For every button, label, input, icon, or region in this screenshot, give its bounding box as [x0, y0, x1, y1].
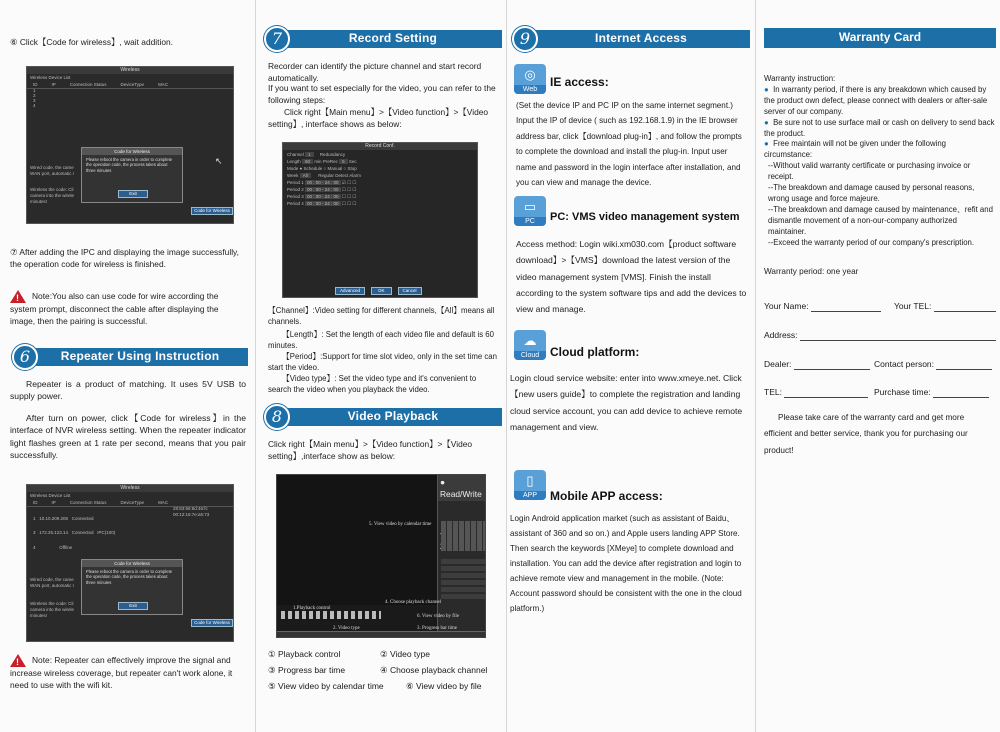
note-repeater-text: Note: Repeater can effectively improve the signal and increase wireless coverage, but repeater can't work alone, it need to use with the wifi kit.: [10, 655, 233, 691]
record-window-title: Record Conf.: [283, 143, 477, 150]
fold-line: [755, 0, 756, 732]
section6-heading: [12, 346, 248, 368]
code-dialog: [81, 559, 183, 615]
section9-title: Internet Access: [532, 30, 750, 48]
step6-intro: ⑥ Click【Code for wireless】, wait addition.: [10, 37, 173, 47]
table-row[interactable]: 3 172.25.123.14 Connected IPC(100): [33, 530, 116, 536]
code-dialog: [81, 147, 183, 203]
bullet-icon: ●: [764, 117, 769, 127]
purchase-time-line[interactable]: [933, 389, 989, 398]
col-type: DeviceType: [120, 499, 145, 505]
warranty-closing: Please take care of the warranty card and get more efficient and better service, thank you for purchasing our product!: [764, 413, 968, 455]
col-ip: IP: [51, 499, 56, 505]
mobile-app-title: Mobile APP access:: [550, 489, 663, 503]
col-id: ID: [33, 81, 38, 87]
warning-icon: [10, 654, 26, 667]
min-label: min: [314, 158, 322, 164]
bullet-icon: ●: [764, 139, 769, 149]
legend-video-type: ② Video type: [380, 649, 430, 659]
dialog-text: Please reboot the camera in order to complete the operation code, the process takes about three minutes: [86, 569, 173, 585]
warranty-card-title: Warranty Card: [764, 28, 996, 48]
repeater-para-2: After turn on power, click【Code for wireless】in the interface of NVR wireless setting. When the repeater indicator light flashes green at 1 rate per second, means that you pair successfully.: [10, 413, 246, 461]
record-para-1: Recorder can identify the picture channel and start record automatically.: [268, 61, 482, 84]
note-wire-text: Note:You also can use code for wire according the system prompt, disconnect the cable after displaying the image, then the pairing is successful.: [10, 291, 219, 327]
period-label: Period 1: [287, 179, 304, 185]
col-mac: MAC: [158, 499, 169, 505]
col-mac: MAC: [158, 81, 169, 87]
exit-button[interactable]: Exit: [118, 602, 148, 610]
your-tel-field[interactable]: [894, 300, 996, 312]
label-playback-control: 1.Playback control: [293, 606, 331, 611]
table-row[interactable]: 2: [33, 92, 36, 98]
playback-screenshot: [276, 474, 486, 638]
address-line[interactable]: [800, 332, 996, 341]
warranty-period: Warranty period: one year: [764, 267, 859, 276]
sec-label: Sec: [348, 158, 357, 164]
pc-vms-title: PC: VMS video management system: [550, 211, 740, 223]
bullet-icon: ●: [764, 84, 769, 94]
col-id: ID: [33, 499, 38, 505]
tel-line[interactable]: [784, 389, 868, 398]
col-type: DeviceType: [120, 81, 145, 87]
contact-line[interactable]: [936, 361, 992, 370]
period-row[interactable]: Period 3 00 : 00 - 24 : 00 ☐ ☐ ☐: [287, 193, 357, 199]
your-name-line[interactable]: [811, 303, 881, 312]
wired-code-text: Wired code, the came WAN port, automatic r: [30, 577, 75, 588]
your-name-label: Your Name:: [764, 301, 809, 311]
read-write-label: Read/Write: [440, 489, 482, 500]
dealer-line[interactable]: [794, 361, 870, 370]
mobile-app-text: Login Android application market (such as assistant of Baidu、assistant of 360 and so on.) and Apple users landing APP Store. Then search the keywords [XMeye] to complete download and installation. You can add the device after registration and login to achieve remote view and management in the mobile. (Note: Account password should be consistent with the one in the cloud platform.): [510, 514, 742, 613]
playback-para: Click right【Main menu】>【Video function】>【Video setting】,interface show as below:: [268, 439, 473, 462]
record-para-3: Click right【Main menu】>【Video function】>【Video setting】, interface shows as below:: [268, 107, 489, 130]
column-internet-access: [510, 0, 750, 732]
channel-list[interactable]: [441, 559, 485, 599]
device-list-title: Wireless Device List: [30, 493, 71, 498]
table-row[interactable]: 1: [33, 87, 36, 93]
week-select[interactable]: All: [300, 173, 311, 178]
record-desc-type: 【Video type】: Set the video type and it's convenient to search the video when you playback the video.: [268, 374, 477, 394]
mac-value: 00:12:16:7e:a5:73: [173, 511, 210, 517]
cancel-button[interactable]: Cancel: [398, 287, 422, 295]
legend-view-by-file: ⑥ View video by file: [406, 681, 482, 691]
period-time[interactable]: 00 : 00 - 24 : 00: [307, 193, 339, 199]
section9-heading: [512, 28, 750, 50]
calendar-grid[interactable]: [441, 521, 485, 551]
column-warranty-card: [760, 0, 998, 732]
device-list-title: Wireless Device List: [30, 75, 71, 80]
web-icon: [514, 64, 546, 94]
playback-controls[interactable]: [281, 611, 381, 619]
wireless-window-title: Wireless: [27, 485, 233, 492]
wireless-screenshot-1: [26, 66, 234, 224]
wireless-window-title: Wireless: [27, 67, 233, 74]
pc-vms-text: Access method: Login wiki.xm030.com【product software download】>【VMS】download the latest version of the video management system [VMS]. Finish the install according to the system software tips and add the devices to view and manage.: [516, 239, 747, 315]
prerecord-input[interactable]: 5: [339, 159, 348, 164]
code-for-wireless-button[interactable]: Code for Wireless: [191, 619, 233, 627]
legend-calendar-time: ⑤ View video by calendar time: [268, 681, 384, 691]
channel-select[interactable]: 1: [305, 152, 314, 157]
section-number-badge: 9: [512, 26, 538, 52]
record-desc-length: 【Length】: Set the length of each video file and default is 60 minutes.: [268, 330, 494, 350]
section8-title: Video Playback: [284, 408, 502, 426]
app-icon-label: APP: [514, 491, 546, 500]
purchase-time-label: Purchase time:: [874, 387, 931, 397]
period-time[interactable]: 00 : 00 - 24 : 00: [307, 186, 339, 192]
table-row[interactable]: 1 10.10.209.206 Connected: [33, 515, 94, 521]
length-input[interactable]: 60: [302, 159, 313, 164]
record-buttons: [335, 287, 422, 295]
read-write-select[interactable]: ● Read/Write: [438, 475, 486, 501]
address-field[interactable]: [764, 329, 996, 341]
tel-field[interactable]: [764, 386, 868, 398]
progress-bar[interactable]: [277, 631, 486, 638]
instruction-heading: Warranty instruction:: [764, 74, 836, 83]
record-form: Channel 1 Redundancy Length 60 min PreRec 5 Sec Mode ● Schedule ○ Manual ○ Stop Week All Regular Detect Alarm Period 1 00 : 00 - 24 : 00 ☑ ☐ ☐ Period 2 00 : 00 - 24 : 00 ☐ ☐ ☐ Period 3 00 : 00 - 24 : 00 ☐ ☐ ☐ Period 4 00 : 00 - 24 : 00 ☐ ☐ ☐: [283, 150, 477, 210]
label-progress-bar: 3. Progress bar time: [417, 626, 457, 631]
warranty-instructions: [764, 74, 996, 249]
dealer-label: Dealer:: [764, 359, 792, 369]
label-video-type: 2. Video type: [333, 626, 360, 631]
prerecord-label: PreRec: [322, 158, 338, 164]
dialog-title: Code for Wireless: [82, 560, 182, 567]
fold-line: [506, 0, 507, 732]
contact-label: Contact person:: [874, 359, 935, 369]
your-tel-label: Your TEL:: [894, 301, 932, 311]
fold-line: [255, 0, 256, 732]
section-number-badge: 8: [264, 404, 290, 430]
period-row[interactable]: Period 2 00 : 00 - 24 : 00 ☐ ☐ ☐: [287, 186, 357, 192]
label-calendar: 5. View video by calendar time: [369, 522, 432, 527]
advanced-button[interactable]: Advanced: [335, 287, 365, 295]
dialog-text: Please reboot the camera in order to complete the operation code, the process takes about three minutes: [86, 157, 173, 173]
section7-title: Record Setting: [284, 30, 502, 48]
period-time[interactable]: 00 : 00 - 24 : 00: [307, 200, 339, 206]
note-wire: [10, 290, 246, 328]
wireless-code-text: Wireless the code: Cli camera into the wirele minutes!: [30, 601, 75, 618]
app-icon: [514, 470, 546, 500]
channel-label: Channel: [287, 152, 304, 157]
record-desc-period: 【Period】:Support for time slot video, only in the set time can start the video.: [268, 352, 497, 372]
pc-icon: [514, 196, 546, 226]
wired-code-text: Wired code, the came WAN port, automatic r: [30, 165, 75, 176]
monitor-icon: ▭: [523, 199, 537, 214]
column-wireless-repeater: [8, 0, 248, 732]
exclusion-item: --Without valid warranty certificate or purchasing invoice or receipt.: [768, 161, 971, 182]
column-record-playback: [262, 0, 504, 732]
table-row[interactable]: 4 Offline: [33, 545, 73, 551]
detect-label: Detect: [335, 172, 349, 178]
exclusion-item: --The breakdown and damage caused by maintenance、refit and dismantle movement of a non-our-company authorized maintainer.: [768, 204, 993, 236]
label-view-by-file: 6. View video by file: [417, 614, 459, 619]
section7-heading: [264, 28, 502, 50]
instruction-item: Be sure not to use surface mail or cash on delivery to send back the product.: [764, 117, 995, 138]
ok-button[interactable]: OK: [371, 287, 392, 295]
legend-progress-bar: ③ Progress bar time: [268, 665, 346, 675]
mac-value: 28:83:66:8d:46:fc: [173, 505, 208, 511]
ie-access-title: IE access:: [550, 75, 609, 89]
mode-stop-radio[interactable]: Stop: [347, 165, 357, 171]
legend-playback-control: ① Playback control: [268, 649, 341, 659]
length-label: Length: [287, 158, 301, 164]
your-name-field[interactable]: [764, 300, 881, 312]
ie-access-text: (Set the device IP and PC IP on the same internet segment.) Input the IP of device ( such as 192.168.1.9) in the IE browser address bar, click【download plug-in】, and follow the prompts to complete the download and install the plug-in. Input user name and password in the login interface after installation, and you can view and manage the device.: [516, 101, 742, 187]
cloud-platform-title: Cloud platform:: [550, 345, 640, 359]
cloud-glyph-icon: ☁: [523, 333, 537, 348]
contact-field[interactable]: [874, 358, 992, 370]
record-para-2: If you want to set especially for the video, you can refer to the following steps:: [268, 83, 496, 106]
col-status: Connection Status: [69, 81, 107, 87]
address-label: Address:: [764, 330, 798, 340]
redundancy-label: Redundancy: [319, 152, 346, 157]
repeater-para-1: Repeater is a product of matching. It uses 5V USB to supply power.: [10, 379, 246, 402]
mode-manual-radio[interactable]: Manual: [327, 165, 343, 171]
dealer-field[interactable]: [764, 358, 870, 370]
section6-title: Repeater Using Instruction: [32, 348, 248, 366]
period-label: Period 3: [287, 193, 304, 199]
cursor-icon: ↖: [215, 156, 223, 166]
step7-text: ⑦ After adding the IPC and displaying the image successfully, the operation code for wireless is finished.: [10, 247, 239, 270]
mode-label: Mode: [287, 165, 299, 171]
section8-heading: [264, 406, 502, 428]
exit-button[interactable]: Exit: [118, 190, 148, 198]
cloud-icon: [514, 330, 546, 360]
col-ip: IP: [51, 81, 56, 87]
alarm-label: Alarm: [349, 172, 362, 178]
label-channel: 4. Choose playback channel: [385, 600, 442, 605]
wireless-screenshot-2: [26, 484, 234, 642]
legend-choose-channel: ④ Choose playback channel: [380, 665, 488, 675]
globe-icon: ◎: [524, 67, 536, 82]
device-list-header: [27, 82, 233, 89]
instruction-item: In warranty period, if there is any breakdown which caused by the product own defect, please connect with dealers or after-sale server of our company.: [764, 84, 988, 116]
note-repeater: [10, 654, 246, 692]
period-row[interactable]: Period 4 00 : 00 - 24 : 00 ☐ ☐ ☐: [287, 200, 357, 206]
your-tel-line[interactable]: [934, 303, 996, 312]
week-label: Week: [287, 172, 299, 178]
period-label: Period 4: [287, 200, 304, 206]
exclusion-item: --Exceed the warranty period of our company's prescription.: [768, 237, 975, 247]
warning-icon: [10, 290, 26, 303]
phone-icon: ▯: [526, 473, 534, 488]
mode-schedule-radio[interactable]: Schedule: [303, 165, 323, 171]
code-for-wireless-button[interactable]: Code for Wireless: [191, 207, 233, 215]
period-label: Period 2: [287, 186, 304, 192]
instruction-item: Free maintain will not be given under the following circumstance:: [764, 139, 946, 160]
pc-icon-label: PC: [514, 217, 546, 226]
period-row[interactable]: Period 1 00 : 00 - 24 : 00 ☑ ☐ ☐: [287, 179, 357, 185]
period-time[interactable]: 00 : 00 - 24 : 00: [307, 179, 339, 185]
purchase-time-field[interactable]: [874, 386, 989, 398]
record-desc-channel: 【Channel】:Video setting for different channels,【All】means all channels.: [268, 306, 495, 326]
device-rows: [27, 89, 233, 109]
section-number-badge: 6: [12, 344, 38, 370]
regular-label: Regular: [318, 172, 334, 178]
exclusion-item: --The breakdown and damage caused by personal reasons, wrong usage and force majeure.: [768, 183, 975, 203]
table-row[interactable]: 4: [33, 102, 36, 108]
cloud-platform-text: Login cloud service website: enter into www.xmeye.net. Click【new users guide】to complete the registration and landing cloud service account, you can add device to achieve remote management and view.: [510, 373, 743, 432]
wireless-code-text: Wireless the code: Cli camera into the wirele minutes!: [30, 187, 75, 204]
cloud-icon-label: Cloud: [514, 351, 546, 360]
record-config-screenshot: [282, 142, 478, 298]
web-icon-label: Web: [514, 85, 546, 94]
video-area[interactable]: [277, 475, 437, 605]
tel-label: TEL:: [764, 387, 782, 397]
dialog-title: Code for Wireless: [82, 148, 182, 155]
table-row[interactable]: 3: [33, 97, 36, 103]
section-number-badge: 7: [264, 26, 290, 52]
col-status: Connection Status: [69, 499, 107, 505]
